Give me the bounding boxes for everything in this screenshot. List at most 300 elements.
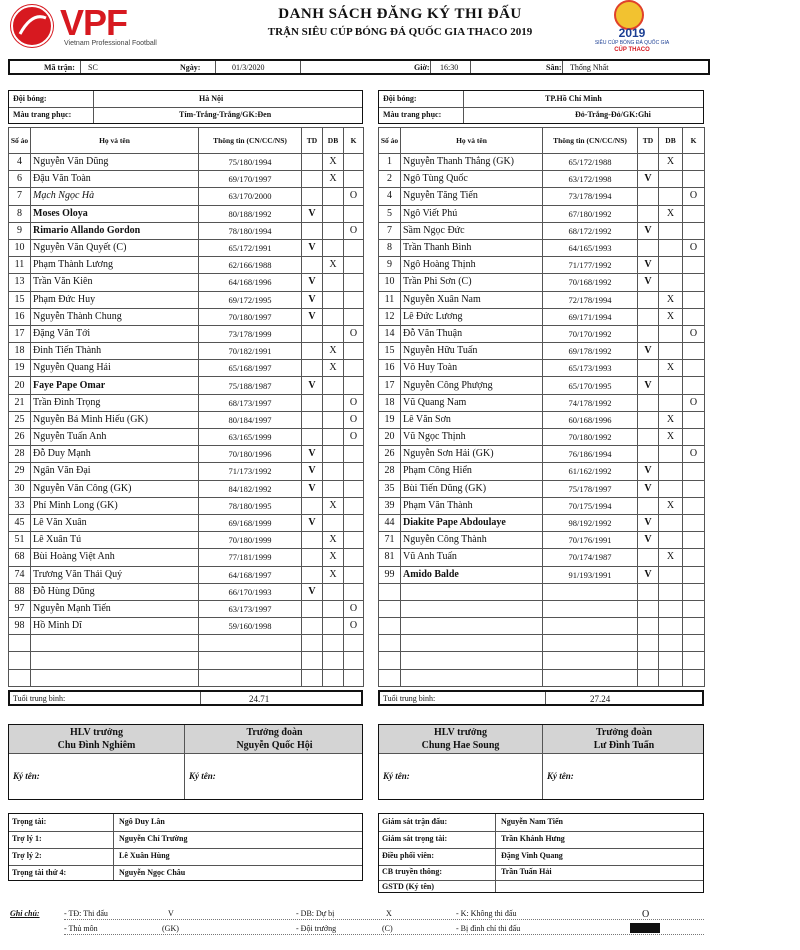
starter-mark — [638, 549, 659, 566]
shirt-number: 18 — [9, 343, 31, 360]
player-row — [379, 669, 705, 686]
player-info: 98/192/1992 — [543, 514, 638, 531]
starter-mark: V — [638, 222, 659, 239]
player-info: 69/178/1992 — [543, 343, 638, 360]
player-row — [379, 600, 705, 617]
player-name: Đỗ Văn Thuận — [401, 325, 543, 342]
player-info: 66/170/1993 — [199, 583, 302, 600]
player-name: Lê Đức Lương — [401, 308, 543, 325]
player-info: 59/160/1998 — [199, 618, 302, 635]
starter-mark — [302, 429, 323, 446]
player-name: Nguyễn Công Thành — [401, 532, 543, 549]
not-playing-mark: O — [344, 325, 364, 342]
player-info — [199, 669, 302, 686]
not-playing-mark: O — [344, 394, 364, 411]
legend-gk: - Thủ môn — [64, 924, 98, 933]
player-name: Nguyễn Văn Công (GK) — [31, 480, 199, 497]
player-row — [9, 566, 364, 583]
player-info: 63/170/2000 — [199, 188, 302, 205]
not-playing-mark — [683, 669, 705, 686]
player-name: Đậu Văn Toàn — [31, 171, 199, 188]
not-playing-mark — [683, 360, 705, 377]
player-info: 61/162/1992 — [543, 463, 638, 480]
player-info: 77/181/1999 — [199, 549, 302, 566]
player-name: Nguyễn Bá Minh Hiếu (GK) — [31, 411, 199, 428]
player-row — [379, 171, 705, 188]
starter-mark — [638, 360, 659, 377]
player-row — [9, 532, 364, 549]
not-playing-mark — [683, 549, 705, 566]
player-info: 63/172/1998 — [543, 171, 638, 188]
shirt-number: 4 — [379, 188, 401, 205]
substitute-mark — [323, 325, 344, 342]
player-row — [9, 514, 364, 531]
starter-mark: V — [638, 532, 659, 549]
player-row — [379, 652, 705, 669]
substitute-mark: X — [323, 257, 344, 274]
shirt-number: 97 — [9, 600, 31, 617]
player-info — [543, 583, 638, 600]
player-row — [9, 600, 364, 617]
player-info — [543, 652, 638, 669]
not-playing-mark — [344, 566, 364, 583]
broadcast-label: CB truyền thông: — [382, 867, 443, 876]
player-row — [9, 669, 364, 686]
substitute-mark — [659, 446, 683, 463]
substitute-mark — [659, 257, 683, 274]
col-k: K — [683, 128, 705, 154]
starter-mark: V — [302, 205, 323, 222]
referee-supervisor-label: Giám sát trọng tài: — [382, 834, 448, 843]
player-name: Lê Xuân Tú — [31, 532, 199, 549]
shirt-number: 12 — [379, 308, 401, 325]
player-name: Nguyễn Tuấn Anh — [31, 429, 199, 446]
starter-mark — [638, 411, 659, 428]
player-info: 70/180/1997 — [199, 308, 302, 325]
player-info: 75/180/1994 — [199, 154, 302, 171]
player-row — [379, 274, 705, 291]
starter-mark: V — [302, 291, 323, 308]
left-team-kit: Tím-Trắng-Trắng/GK:Đen — [179, 110, 272, 119]
starter-mark: V — [302, 274, 323, 291]
not-playing-mark — [683, 618, 705, 635]
substitute-mark: X — [323, 171, 344, 188]
player-info: 67/180/1992 — [543, 205, 638, 222]
not-playing-mark: O — [344, 222, 364, 239]
shirt-number: 19 — [379, 411, 401, 428]
starter-mark: V — [638, 274, 659, 291]
left-head-coach: Chu Đình Nghiêm — [57, 740, 136, 751]
not-playing-mark: O — [683, 325, 705, 342]
match-time: 16:30 — [440, 63, 459, 72]
shirt-number: 21 — [9, 394, 31, 411]
player-row — [9, 257, 364, 274]
referee: Ngô Duy Lân — [119, 817, 165, 826]
shirt-number: 11 — [9, 257, 31, 274]
player-name: Phạm Văn Thành — [401, 497, 543, 514]
legend-td: - TĐ: Thi đấu — [64, 909, 108, 918]
substitute-mark: X — [659, 205, 683, 222]
player-name: Sầm Ngọc Đức — [401, 222, 543, 239]
starter-mark — [302, 343, 323, 360]
not-playing-mark — [344, 171, 364, 188]
shirt-number: 35 — [379, 480, 401, 497]
not-playing-mark — [683, 583, 705, 600]
shirt-number — [379, 583, 401, 600]
player-name: Ngô Viết Phú — [401, 205, 543, 222]
shirt-number: 28 — [379, 463, 401, 480]
player-info: 70/168/1992 — [543, 274, 638, 291]
right-staff-box — [378, 724, 704, 800]
not-playing-mark — [344, 532, 364, 549]
left-average-age-box — [8, 690, 363, 706]
player-info — [543, 635, 638, 652]
match-supervisor: Nguyễn Nam Tiến — [501, 817, 563, 826]
player-name: Phạm Đức Huy — [31, 291, 199, 308]
player-name: Nguyễn Mạnh Tiến — [31, 600, 199, 617]
right-average-age: 27.24 — [590, 694, 611, 704]
legend-k-symbol: O — [642, 909, 650, 920]
not-playing-mark — [683, 171, 705, 188]
player-name — [401, 583, 543, 600]
shirt-number: 30 — [9, 480, 31, 497]
shirt-number: 17 — [9, 325, 31, 342]
legend-db-symbol: X — [386, 909, 392, 918]
starter-mark — [302, 635, 323, 652]
substitute-mark: X — [323, 566, 344, 583]
not-playing-mark: O — [683, 188, 705, 205]
player-info: 65/173/1993 — [543, 360, 638, 377]
player-info: 70/174/1987 — [543, 549, 638, 566]
player-row — [9, 463, 364, 480]
player-info: 73/178/1999 — [199, 325, 302, 342]
not-playing-mark — [683, 343, 705, 360]
player-name: Diakite Pape Abdoulaye — [401, 514, 543, 531]
player-info: 70/182/1991 — [199, 343, 302, 360]
player-name: Hồ Minh Dĩ — [31, 618, 199, 635]
player-name: Vũ Ngọc Thịnh — [401, 429, 543, 446]
player-name — [31, 652, 199, 669]
starter-mark — [302, 566, 323, 583]
shirt-number: 17 — [379, 377, 401, 394]
substitute-mark — [323, 377, 344, 394]
starter-mark — [638, 669, 659, 686]
player-name: Bùi Hoàng Việt Anh — [31, 549, 199, 566]
football-logo-icon — [10, 4, 54, 48]
right-head-coach: Chung Hae Soung — [421, 740, 500, 751]
substitute-mark: X — [323, 343, 344, 360]
player-row — [379, 394, 705, 411]
match-info-bar — [8, 59, 710, 75]
player-row — [9, 291, 364, 308]
shirt-number: 9 — [379, 257, 401, 274]
substitute-mark: X — [659, 154, 683, 171]
shirt-number: 51 — [9, 532, 31, 549]
not-playing-mark: O — [683, 394, 705, 411]
col-shirt-no: Số áo — [379, 128, 401, 154]
player-name: Nguyễn Công Phượng — [401, 377, 543, 394]
substitute-mark — [323, 239, 344, 256]
signature-label: Ký tên: — [547, 771, 574, 781]
not-playing-mark — [683, 377, 705, 394]
broadcast-officer: Trần Tuấn Hải — [501, 867, 552, 876]
suspended-black-box — [630, 923, 660, 933]
shirt-number: 33 — [9, 497, 31, 514]
player-row — [379, 308, 705, 325]
player-name — [401, 635, 543, 652]
col-shirt-no: Số áo — [9, 128, 31, 154]
player-name: Nguyễn Văn Dũng — [31, 154, 199, 171]
shirt-number: 16 — [379, 360, 401, 377]
assistant2-label: Trợ lý 2: — [12, 851, 42, 860]
player-name: Nguyễn Thành Chung — [31, 308, 199, 325]
player-name: Bùi Tiến Dũng (GK) — [401, 480, 543, 497]
not-playing-mark — [344, 360, 364, 377]
right-team-manager: Lư Đình Tuấn — [593, 740, 655, 751]
player-row — [379, 343, 705, 360]
fourth-official-label: Trọng tài thứ 4: — [12, 868, 67, 877]
substitute-mark — [659, 394, 683, 411]
substitute-mark — [659, 669, 683, 686]
substitute-mark: X — [659, 411, 683, 428]
starter-mark: V — [302, 463, 323, 480]
substitute-mark — [323, 600, 344, 617]
shirt-number: 7 — [9, 188, 31, 205]
starter-mark: V — [638, 257, 659, 274]
shirt-number — [9, 635, 31, 652]
kit-label: Màu trang phục: — [383, 110, 442, 119]
not-playing-mark — [344, 274, 364, 291]
player-info: 91/193/1991 — [543, 566, 638, 583]
player-row — [9, 274, 364, 291]
shirt-number: 20 — [379, 429, 401, 446]
left-officials-box — [8, 813, 363, 881]
starter-mark — [638, 154, 659, 171]
starter-mark — [638, 188, 659, 205]
player-info: 68/173/1997 — [199, 394, 302, 411]
player-info: 84/182/1992 — [199, 480, 302, 497]
starter-mark — [302, 171, 323, 188]
shirt-number: 2 — [379, 171, 401, 188]
page-title: DANH SÁCH ĐĂNG KÝ THI ĐẤU — [278, 6, 522, 22]
substitute-mark — [659, 635, 683, 652]
coach-label: HLV trưởng — [70, 727, 123, 738]
shirt-number: 39 — [379, 497, 401, 514]
starter-mark — [302, 222, 323, 239]
player-info: 71/173/1992 — [199, 463, 302, 480]
player-info: 64/168/1996 — [199, 274, 302, 291]
col-name: Họ và tên — [31, 128, 199, 154]
cup-sponsor: CÚP THACO — [614, 47, 650, 53]
player-name: Ngân Văn Đại — [31, 463, 199, 480]
player-info: 64/165/1993 — [543, 239, 638, 256]
player-info: 70/180/1992 — [543, 429, 638, 446]
substitute-mark — [659, 188, 683, 205]
substitute-mark: X — [659, 497, 683, 514]
shirt-number: 28 — [9, 446, 31, 463]
not-playing-mark — [683, 514, 705, 531]
player-info: 65/172/1988 — [543, 154, 638, 171]
player-info: 65/172/1991 — [199, 239, 302, 256]
starter-mark — [638, 652, 659, 669]
player-info: 65/168/1997 — [199, 360, 302, 377]
player-row — [379, 360, 705, 377]
not-playing-mark — [683, 635, 705, 652]
manager-label: Trưởng đoàn — [595, 727, 653, 738]
not-playing-mark: O — [344, 188, 364, 205]
shirt-number: 45 — [9, 514, 31, 531]
player-row — [379, 205, 705, 222]
shirt-number: 19 — [9, 360, 31, 377]
shirt-number: 7 — [379, 222, 401, 239]
shirt-number: 98 — [9, 618, 31, 635]
player-info — [199, 652, 302, 669]
starter-mark: V — [302, 446, 323, 463]
not-playing-mark — [344, 549, 364, 566]
player-row — [9, 618, 364, 635]
substitute-mark: X — [659, 549, 683, 566]
substitute-mark — [659, 652, 683, 669]
shirt-number: 10 — [379, 274, 401, 291]
not-playing-mark — [683, 205, 705, 222]
legend-captain-symbol: (C) — [382, 924, 393, 933]
shirt-number: 99 — [379, 566, 401, 583]
not-playing-mark — [683, 154, 705, 171]
not-playing-mark: O — [344, 618, 364, 635]
starter-mark — [638, 291, 659, 308]
substitute-mark — [659, 239, 683, 256]
shirt-number: 6 — [9, 171, 31, 188]
player-row — [9, 239, 364, 256]
player-row — [9, 583, 364, 600]
col-info: Thông tin (CN/CC/NS) — [199, 128, 302, 154]
shirt-number: 1 — [379, 154, 401, 171]
referee-supervisor: Trần Khánh Hưng — [501, 834, 565, 843]
not-playing-mark — [683, 411, 705, 428]
shirt-number: 81 — [379, 549, 401, 566]
right-officials-box — [378, 813, 704, 893]
legend-db: - DB: Dự bị — [296, 909, 335, 918]
player-info: 69/172/1995 — [199, 291, 302, 308]
shirt-number: 68 — [9, 549, 31, 566]
substitute-mark — [323, 669, 344, 686]
player-row — [9, 411, 364, 428]
player-info: 78/180/1994 — [199, 222, 302, 239]
starter-mark: V — [302, 583, 323, 600]
not-playing-mark — [683, 652, 705, 669]
player-name: Nguyễn Quang Hải — [31, 360, 199, 377]
starter-mark: V — [302, 514, 323, 531]
substitute-mark — [323, 446, 344, 463]
shirt-number — [379, 669, 401, 686]
not-playing-mark — [344, 343, 364, 360]
coach-label: HLV trưởng — [434, 727, 487, 738]
team-label: Đội bóng: — [383, 94, 417, 103]
not-playing-mark — [344, 308, 364, 325]
shirt-number: 9 — [9, 222, 31, 239]
supervisor-label: Giám sát trận đấu: — [382, 817, 448, 826]
player-row — [379, 566, 705, 583]
shirt-number: 16 — [9, 308, 31, 325]
not-playing-mark — [344, 291, 364, 308]
player-info: 70/180/1996 — [199, 446, 302, 463]
starter-mark — [638, 394, 659, 411]
player-name: Trần Đình Trọng — [31, 394, 199, 411]
not-playing-mark: O — [683, 239, 705, 256]
player-name — [401, 600, 543, 617]
player-row — [9, 497, 364, 514]
shirt-number: 15 — [9, 291, 31, 308]
not-playing-mark — [344, 239, 364, 256]
shirt-number: 18 — [379, 394, 401, 411]
substitute-mark — [323, 652, 344, 669]
starter-mark — [302, 394, 323, 411]
player-row — [9, 446, 364, 463]
starter-mark — [302, 360, 323, 377]
referee-label: Trọng tài: — [12, 817, 47, 826]
substitute-mark — [323, 411, 344, 428]
player-info — [199, 635, 302, 652]
supercup-logo — [592, 0, 672, 58]
player-info: 65/170/1995 — [543, 377, 638, 394]
player-info: 60/168/1996 — [543, 411, 638, 428]
starter-mark: V — [638, 463, 659, 480]
player-name — [31, 669, 199, 686]
substitute-mark — [323, 274, 344, 291]
player-name: Faye Pape Omar — [31, 377, 199, 394]
starter-mark: V — [302, 308, 323, 325]
not-playing-mark — [344, 514, 364, 531]
player-info — [543, 669, 638, 686]
starter-mark — [638, 205, 659, 222]
player-name: Đinh Tiến Thành — [31, 343, 199, 360]
substitute-mark: X — [323, 532, 344, 549]
col-name: Họ và tên — [401, 128, 543, 154]
logo-text: VPF — [60, 2, 128, 43]
right-team-name: TP.Hồ Chí Minh — [545, 94, 602, 103]
col-info: Thông tin (CN/CC/NS) — [543, 128, 638, 154]
right-team-kit: Đỏ-Trắng-Đỏ/GK:Ghi — [575, 110, 651, 119]
substitute-mark: X — [659, 291, 683, 308]
substitute-mark — [323, 618, 344, 635]
not-playing-mark: O — [344, 411, 364, 428]
player-row — [379, 291, 705, 308]
not-playing-mark: O — [344, 429, 364, 446]
player-row — [379, 497, 705, 514]
player-row — [379, 446, 705, 463]
player-info: 80/184/1997 — [199, 411, 302, 428]
shirt-number — [379, 652, 401, 669]
player-row — [379, 549, 705, 566]
player-name: Nguyễn Văn Quyết (C) — [31, 239, 199, 256]
starter-mark — [638, 618, 659, 635]
date-label: Ngày: — [180, 63, 201, 72]
player-row — [379, 154, 705, 171]
player-row — [9, 325, 364, 342]
substitute-mark — [323, 480, 344, 497]
not-playing-mark — [344, 377, 364, 394]
player-info: 70/170/1992 — [543, 325, 638, 342]
col-td: TD — [638, 128, 659, 154]
substitute-mark — [659, 532, 683, 549]
player-row — [9, 394, 364, 411]
player-row — [9, 171, 364, 188]
player-row — [9, 154, 364, 171]
shirt-number: 15 — [379, 343, 401, 360]
player-row — [379, 480, 705, 497]
substitute-mark — [659, 514, 683, 531]
player-name: Đỗ Duy Mạnh — [31, 446, 199, 463]
